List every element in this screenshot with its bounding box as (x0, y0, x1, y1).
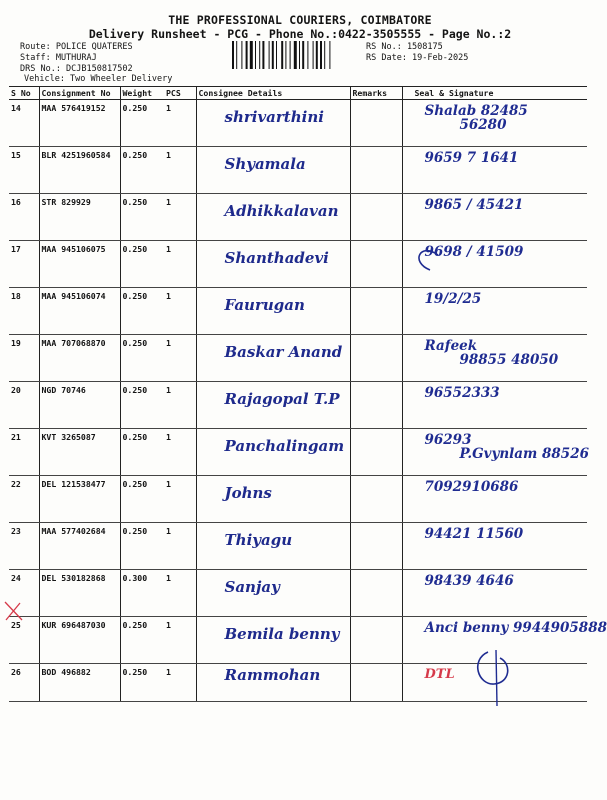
remarks-cell (350, 241, 402, 288)
weight-cell: 0.250 (120, 194, 164, 241)
route-label: Route: POLICE QUATERES (20, 42, 133, 52)
weight-cell: 0.300 (120, 570, 164, 617)
weight-cell: 0.250 (120, 241, 164, 288)
sno-cell: 16 (9, 194, 39, 241)
runsheet-table (9, 86, 607, 702)
pcs-cell: 1 (164, 100, 196, 147)
weight-cell: 0.250 (120, 617, 164, 664)
consignment-cell: KVT 3265087 (39, 429, 120, 476)
sno-cell: 22 (9, 476, 39, 523)
pcs-cell: 1 (164, 382, 196, 429)
consignment-cell: MAA 577402684 (39, 523, 120, 570)
consignment-cell: STR 829929 (39, 194, 120, 241)
consignment-cell: KUR 696487030 (39, 617, 120, 664)
consignment-cell: BLR 4251960584 (39, 147, 120, 194)
sno-cell: 23 (9, 523, 39, 570)
pcs-cell: 1 (164, 147, 196, 194)
remarks-cell (350, 617, 402, 664)
consignment-cell: MAA 945106075 (39, 241, 120, 288)
table-row (9, 664, 587, 702)
consignee-cell: Panchalingam (196, 429, 350, 476)
consignee-cell: Adhikkalavan (196, 194, 350, 241)
table-row (9, 194, 587, 241)
col-header-pcs: PCS (164, 87, 196, 100)
table-row (9, 617, 587, 664)
drs-number: DRS No.: DCJB150817502 (20, 64, 133, 74)
remarks-cell (350, 147, 402, 194)
table-row (9, 570, 587, 617)
signature-cell (402, 429, 587, 476)
weight-cell: 0.250 (120, 335, 164, 382)
signature-cell (402, 194, 587, 241)
consignee-cell: Johns (196, 476, 350, 523)
rs-number: RS No.: 1508175 (366, 42, 443, 52)
consignment-cell: DEL 530182868 (39, 570, 120, 617)
signature-text: 94421 11560 (424, 526, 524, 542)
sno-cell: 26 (9, 664, 39, 702)
col-header-remarks: Remarks (350, 87, 402, 100)
col-header-sno: S No (9, 87, 39, 100)
signature-cell (402, 241, 587, 288)
consignee-cell: Baskar Anand (196, 335, 350, 382)
pcs-cell: 1 (164, 288, 196, 335)
sno-cell: 14 (9, 100, 39, 147)
remarks-cell (350, 523, 402, 570)
table-row (9, 382, 587, 429)
signature-text: 96552333 (424, 385, 500, 401)
sno-cell: 20 (9, 382, 39, 429)
sno-cell: 21 (9, 429, 39, 476)
weight-cell: 0.250 (120, 147, 164, 194)
sno-cell: 25 (9, 617, 39, 664)
consignee-cell: Thiyagu (196, 523, 350, 570)
consignee-cell: Bemila benny (196, 617, 350, 664)
signature-cell (402, 335, 587, 382)
signature-cell (402, 147, 587, 194)
consignee-cell: Rajagopal T.P (196, 382, 350, 429)
signature-cell (402, 100, 587, 147)
signature-cell (402, 382, 587, 429)
sno-cell: 17 (9, 241, 39, 288)
remarks-cell (350, 570, 402, 617)
col-header-weight: Weight (120, 87, 164, 100)
col-header-consignee: Consignee Details (196, 87, 350, 100)
weight-cell: 0.250 (120, 664, 164, 702)
consignee-cell: Faurugan (196, 288, 350, 335)
pcs-cell: 1 (164, 335, 196, 382)
table-row (9, 100, 587, 147)
consignee-cell: shrivarthini (196, 100, 350, 147)
table-row (9, 429, 587, 476)
pcs-cell: 1 (164, 523, 196, 570)
pcs-cell: 1 (164, 194, 196, 241)
signature-cell (402, 617, 607, 664)
consignment-cell: BOD 496882 (39, 664, 120, 702)
signature-text: 9698 / 41509 (424, 244, 524, 260)
pcs-cell: 1 (164, 241, 196, 288)
signature-text: 56280 (459, 117, 507, 133)
rs-date: RS Date: 19-Feb-2025 (366, 53, 469, 63)
consignment-cell: DEL 121538477 (39, 476, 120, 523)
col-header-consignment: Consignment No (39, 87, 120, 100)
weight-cell: 0.250 (120, 523, 164, 570)
signature-text: P.Gvynlam 88526 (459, 446, 589, 462)
staff-label: Staff: MUTHURAJ (20, 53, 97, 63)
remarks-cell (350, 194, 402, 241)
signature-text: 98855 48050 (459, 352, 559, 368)
table-header-row (9, 87, 587, 100)
consignee-cell: Sanjay (196, 570, 350, 617)
remarks-cell (350, 288, 402, 335)
consignment-cell: MAA 945106074 (39, 288, 120, 335)
consignment-cell: NGD 70746 (39, 382, 120, 429)
pcs-cell: 1 (164, 570, 196, 617)
remarks-cell (350, 382, 402, 429)
signature-text: Rafeek (424, 338, 478, 354)
runsheet-subtitle: Delivery Runsheet - PCG - Phone No.:0422-3505555 - Page No.:2 (88, 27, 512, 41)
weight-cell: 0.250 (120, 476, 164, 523)
signature-text: Shalab 82485 (424, 103, 528, 119)
table-row (9, 523, 587, 570)
table-row (9, 476, 587, 523)
sno-cell: 24 (9, 570, 39, 617)
pcs-cell: 1 (164, 664, 196, 702)
signature-cell (402, 476, 587, 523)
signature-text: 98439 4646 (424, 573, 514, 589)
signature-cell (402, 570, 587, 617)
signature-cell (402, 664, 587, 702)
vehicle-label: Vehicle: Two Wheeler Delivery (24, 74, 173, 84)
consignee-cell: Rammohan (196, 664, 350, 702)
table-row (9, 147, 587, 194)
remarks-cell (350, 429, 402, 476)
remarks-cell (350, 335, 402, 382)
consignee-cell: Shyamala (196, 147, 350, 194)
signature-text: 19/2/25 (424, 291, 482, 307)
consignment-cell: MAA 576419152 (39, 100, 120, 147)
weight-cell: 0.250 (120, 382, 164, 429)
remarks-cell (350, 476, 402, 523)
signature-text: 9659 7 1641 (424, 150, 519, 166)
remarks-cell (350, 664, 402, 702)
weight-cell: 0.250 (120, 100, 164, 147)
table-row (9, 241, 587, 288)
signature-cell (402, 288, 587, 335)
weight-cell: 0.250 (120, 288, 164, 335)
signature-cell (402, 523, 587, 570)
signature-text: 7092910686 (424, 479, 519, 495)
pcs-cell: 1 (164, 476, 196, 523)
consignment-cell: MAA 707068870 (39, 335, 120, 382)
sno-cell: 19 (9, 335, 39, 382)
signature-text: DTL (424, 667, 455, 682)
signature-text: 9865 / 45421 (424, 197, 524, 213)
pcs-cell: 1 (164, 429, 196, 476)
signature-text: 96293 (424, 432, 472, 448)
table-row (9, 335, 587, 382)
sno-cell: 15 (9, 147, 39, 194)
remarks-cell (350, 100, 402, 147)
weight-cell: 0.250 (120, 429, 164, 476)
table-row (9, 288, 587, 335)
consignee-cell: Shanthadevi (196, 241, 350, 288)
company-title: THE PROFESSIONAL COURIERS, COIMBATORE (168, 13, 432, 27)
sno-cell: 18 (9, 288, 39, 335)
col-header-signature: Seal & Signature (402, 87, 587, 100)
barcode (232, 41, 359, 69)
signature-text: Anci benny 9944905888 (424, 620, 607, 636)
pcs-cell: 1 (164, 617, 196, 664)
